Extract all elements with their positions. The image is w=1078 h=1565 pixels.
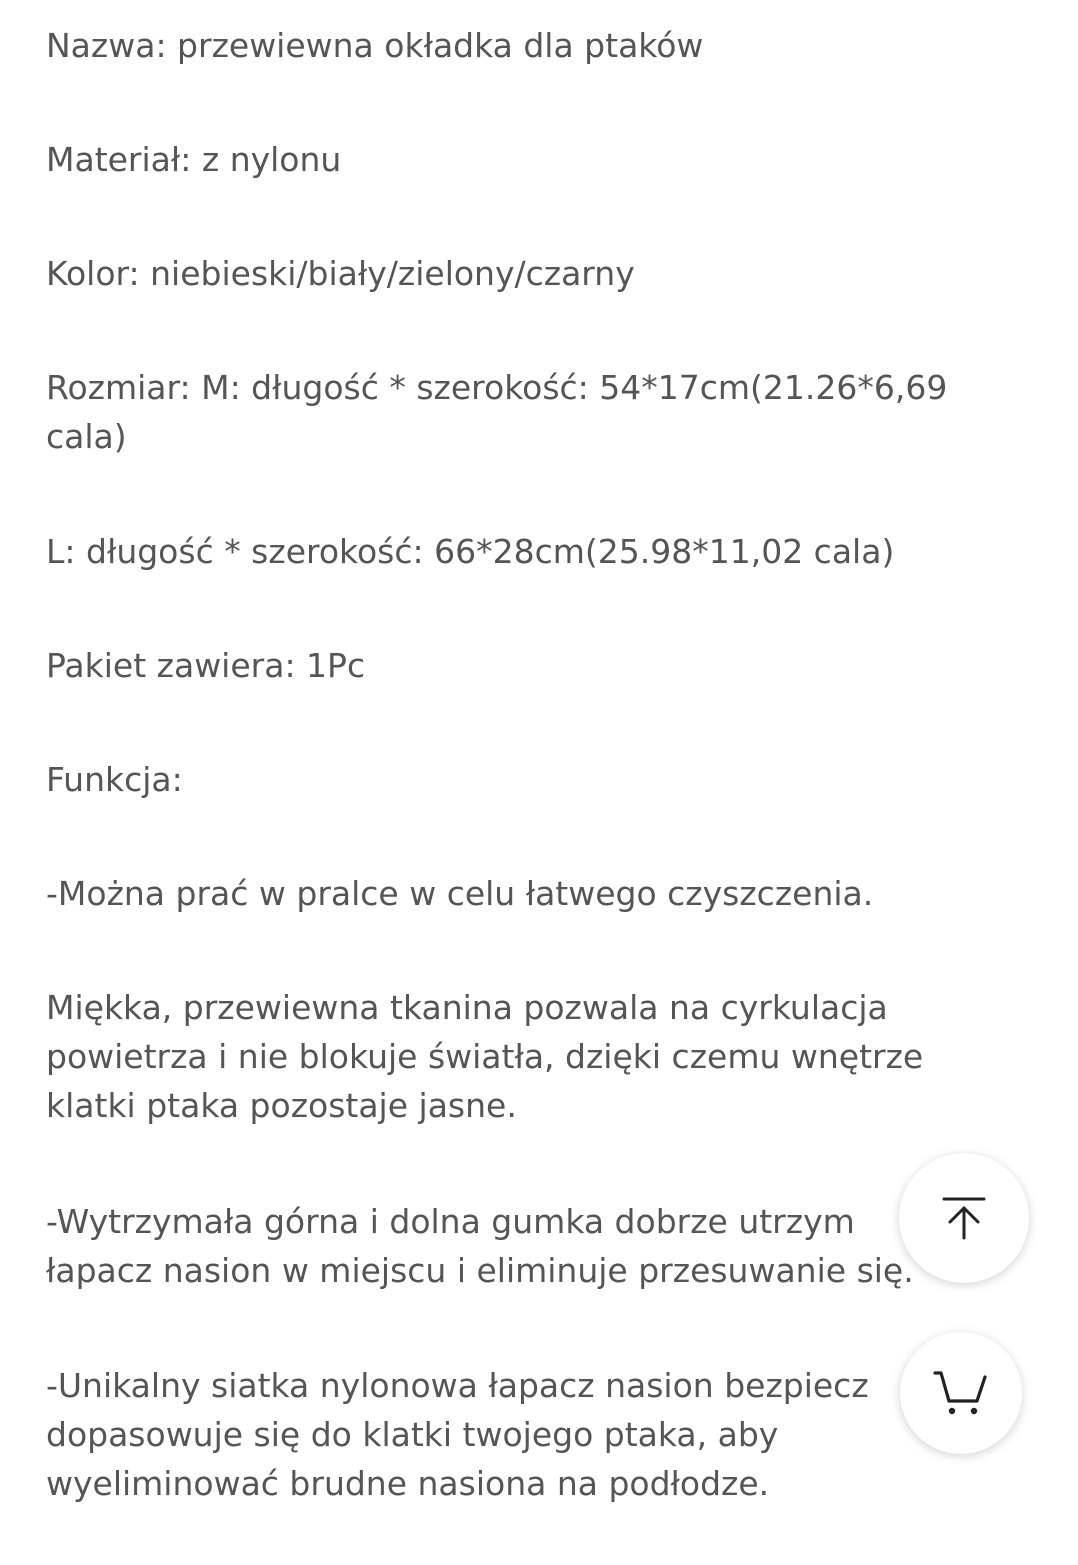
cart-button[interactable] bbox=[900, 1332, 1022, 1454]
feature-nylon-mesh: -Unikalny siatka nylonowa łapacz nasion bezpiecz dopasowuje się do klatki twojego ptaka, aby wyeliminować brudne nasiona na podłodze. bbox=[46, 1366, 869, 1503]
size-m-line: Rozmiar: M: długość * szerokość: 54*17cm(21.26*6,69 cala) bbox=[46, 368, 948, 456]
color-line: Kolor: niebieski/biały/zielony/czarny bbox=[46, 254, 635, 293]
name-line: Nazwa: przewiewna okładka dla ptaków bbox=[46, 26, 704, 65]
feature-washable: -Można prać w pralce w celu łatwego czyszczenia. bbox=[46, 874, 874, 913]
function-heading: Funkcja: bbox=[46, 760, 183, 799]
arrow-up-to-top-icon bbox=[940, 1194, 988, 1242]
feature-breathable: Miękka, przewiewna tkanina pozwala na cyrkulacja powietrza i nie blokuje światła, dzięki czemu wnętrze klatki ptaka pozostaje jasne. bbox=[46, 988, 924, 1125]
size-l-line: L: długość * szerokość: 66*28cm(25.98*11,02 cala) bbox=[46, 532, 895, 571]
package-line: Pakiet zawiera: 1Pc bbox=[46, 646, 366, 685]
material-line: Materiał: z nylonu bbox=[46, 140, 342, 179]
shopping-cart-icon bbox=[931, 1367, 991, 1419]
feature-elastic: -Wytrzymała górna i dolna gumka dobrze utrzym łapacz nasion w miejscu i eliminuje przesuwanie się. bbox=[46, 1202, 914, 1290]
back-to-top-button[interactable] bbox=[899, 1153, 1029, 1283]
